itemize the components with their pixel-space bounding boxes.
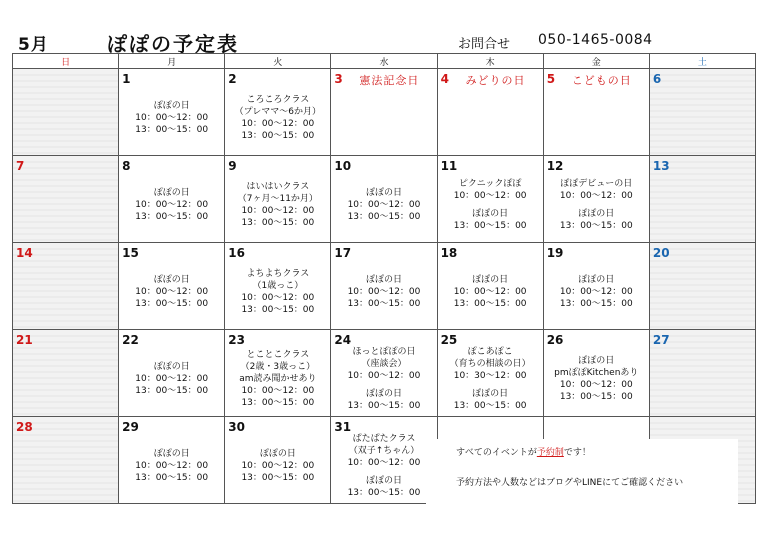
weekday-header-row: [13, 54, 756, 69]
event-line: 10：00～12：00: [241, 461, 315, 471]
day-number: 1: [122, 72, 131, 86]
event-list: [331, 187, 436, 223]
day-number: 31: [334, 420, 352, 434]
day-cell: [649, 156, 755, 243]
notice-line-1: [456, 445, 591, 458]
event-line: 13：00～15：00: [559, 299, 633, 309]
weekday-thu: 木: [437, 54, 543, 69]
event-line: ぽぽの日: [472, 209, 509, 219]
event-list: [119, 100, 224, 136]
event-line: 13：00～15：00: [135, 473, 209, 483]
event-line: 13：00～15：00: [347, 212, 421, 222]
day-cell: [437, 330, 543, 417]
event-line: ぽぽの日: [578, 275, 615, 285]
event-list: [438, 274, 543, 310]
event-list: [225, 448, 330, 484]
event-line: 10：00～12：00: [453, 191, 527, 201]
page-title: ぽぽの予定表: [107, 32, 239, 56]
event-line: 10：00～12：00: [135, 287, 209, 297]
day-number: 17: [334, 246, 352, 260]
day-number: 9: [228, 159, 237, 173]
event-line: ぽぽの日: [153, 362, 190, 372]
day-number: 18: [440, 246, 458, 260]
event-line: 13：00～15：00: [135, 299, 209, 309]
event-list: [225, 268, 330, 316]
event-line: 10：00～12：00: [135, 461, 209, 471]
day-cell: [649, 69, 755, 156]
event-line: 10：00～12：00: [453, 287, 527, 297]
day-number: 29: [122, 420, 139, 434]
day-number: 10: [334, 159, 352, 173]
event-list: [225, 94, 330, 142]
day-cell: [119, 330, 225, 417]
day-number: 28: [16, 420, 33, 434]
event-list: [438, 346, 543, 412]
event-line: 10：00～12：00: [559, 191, 633, 201]
weekday-sun: 日: [13, 54, 119, 69]
day-number: 25: [440, 333, 458, 347]
day-cell: [225, 417, 331, 504]
event-line: 13：00～15：00: [347, 488, 421, 498]
event-list: [331, 433, 436, 499]
event-line: 13：00～15：00: [135, 386, 209, 396]
day-number: 14: [16, 246, 33, 260]
day-number: 26: [546, 333, 564, 347]
event-line: 10：00～12：00: [135, 113, 209, 123]
day-cell: [331, 417, 437, 504]
week-row: [13, 243, 756, 330]
event-line: ぽぽの日: [153, 101, 190, 111]
day-cell: [437, 69, 543, 156]
day-cell: [437, 243, 543, 330]
event-line: ころころクラス: [246, 95, 310, 105]
contact-label: お問合せ: [458, 37, 511, 52]
day-number: 21: [16, 333, 33, 347]
day-cell: [649, 243, 755, 330]
event-line: 10：00～12：00: [347, 287, 421, 297]
event-line: ほっとぽぽの日: [352, 347, 416, 357]
event-list: [438, 178, 543, 232]
day-number: 24: [334, 333, 352, 347]
event-line: ピクニックぽぽ: [458, 179, 522, 189]
event-line: 13：00～15：00: [559, 392, 633, 402]
header: [0, 0, 768, 56]
event-line: ぽぽの日: [153, 449, 190, 459]
event-line: 10：00～12：00: [347, 371, 421, 381]
event-list: [225, 181, 330, 229]
week-row: [13, 156, 756, 243]
event-line: 13：00～15：00: [347, 299, 421, 309]
day-cell: [225, 330, 331, 417]
event-line: （座談会）: [361, 359, 407, 369]
event-list: [119, 274, 224, 310]
event-line: ぱたぱたクラス: [352, 434, 416, 444]
day-number: 16: [228, 246, 245, 260]
day-number: 4: [440, 72, 449, 86]
event-line: ぽぽデビューの日: [560, 179, 633, 189]
day-number: 23: [228, 333, 245, 347]
day-cell: [331, 243, 437, 330]
holiday-label: 憲法記念日: [359, 74, 420, 87]
event-line: 13：00～15：00: [241, 131, 315, 141]
event-list: [119, 187, 224, 223]
day-cell: [119, 69, 225, 156]
event-line: 13：00～15：00: [241, 473, 315, 483]
day-cell: [331, 69, 437, 156]
day-number: 19: [546, 246, 564, 260]
event-list: [119, 448, 224, 484]
event-line: 10：00～12：00: [559, 287, 633, 297]
event-line: （双子↑ちゃん）: [348, 446, 420, 456]
day-cell: [13, 330, 119, 417]
contact-phone: 050-1465-0084: [538, 32, 653, 48]
day-cell: [543, 69, 649, 156]
event-line: 13：00～15：00: [241, 218, 315, 228]
event-line: 10：00～12：00: [559, 380, 633, 390]
notice-prefix: すべてのイベントが: [456, 448, 537, 458]
event-line: ぽぽの日: [365, 275, 402, 285]
event-line: （1歳っこ）: [252, 281, 304, 291]
weekday-mon: 月: [119, 54, 225, 69]
day-number: 6: [652, 72, 662, 86]
day-cell: [543, 330, 649, 417]
event-line: 10：00～12：00: [135, 374, 209, 384]
event-line: 13：00～15：00: [453, 299, 527, 309]
event-line: 10：00～12：00: [135, 200, 209, 210]
month-label: 5月: [18, 35, 49, 55]
event-line: 13：00～15：00: [453, 221, 527, 231]
event-line: ぽぽの日: [472, 275, 509, 285]
event-line: 10：30～12：00: [453, 371, 527, 381]
event-line: 13：00～15：00: [241, 398, 315, 408]
event-line: am読み聞かせあり: [239, 374, 317, 384]
event-line: 10：00～12：00: [347, 200, 421, 210]
event-line: とことこクラス: [246, 350, 310, 360]
day-number: 8: [122, 159, 131, 173]
day-cell: [119, 156, 225, 243]
event-list: [544, 355, 649, 403]
event-line: ぽぽの日: [578, 356, 615, 366]
day-cell: [13, 69, 119, 156]
day-number: 15: [122, 246, 139, 260]
event-line: （2歳・3歳っこ）: [240, 362, 316, 372]
event-list: [331, 274, 436, 310]
holiday-label: みどりの日: [465, 74, 526, 87]
day-number: 3: [334, 72, 343, 86]
day-cell: [225, 156, 331, 243]
event-line: （育ちの相談の日）: [449, 359, 531, 369]
event-line: ぽぽの日: [365, 188, 402, 198]
event-list: [544, 178, 649, 232]
event-line: 13：00～15：00: [347, 401, 421, 411]
day-cell: [13, 417, 119, 504]
event-line: 13：00～15：00: [135, 125, 209, 135]
day-number: 7: [16, 159, 25, 173]
day-number: 30: [228, 420, 245, 434]
event-list: [544, 274, 649, 310]
day-cell: [543, 156, 649, 243]
week-row: [13, 69, 756, 156]
day-cell: [13, 243, 119, 330]
calendar-grid: [12, 53, 756, 504]
week-row: [13, 330, 756, 417]
day-number: 12: [546, 159, 564, 173]
day-cell: [331, 330, 437, 417]
day-cell: [119, 243, 225, 330]
weekday-tue: 火: [225, 54, 331, 69]
event-line: はいはいクラス: [246, 182, 310, 192]
notice-line-2: 予約方法や人数などはブログやLINEにてご確認ください: [456, 478, 684, 488]
day-cell: [649, 330, 755, 417]
event-line: ぽぽの日: [259, 449, 296, 459]
event-line: 10：00～12：00: [241, 206, 315, 216]
day-number: 5: [546, 72, 556, 86]
weekday-fri: 金: [543, 54, 649, 69]
holiday-label: こどもの日: [571, 74, 632, 87]
event-line: ぽぽの日: [578, 209, 615, 219]
event-line: ぽぽの日: [472, 389, 509, 399]
event-line: 13：00～15：00: [453, 401, 527, 411]
day-number: 11: [440, 159, 458, 173]
day-cell: [437, 156, 543, 243]
event-line: 13：00～15：00: [135, 212, 209, 222]
event-list: [225, 349, 330, 409]
event-line: 10：00～12：00: [241, 386, 315, 396]
day-number: 27: [652, 333, 670, 347]
day-cell: [119, 417, 225, 504]
event-line: ぽぽの日: [365, 476, 402, 486]
event-line: 10：00～12：00: [347, 458, 421, 468]
event-line: （プレママ～6か月）: [234, 107, 322, 117]
notice-suffix: です！: [563, 448, 591, 458]
event-line: 13：00～15：00: [241, 305, 315, 315]
day-cell: [543, 243, 649, 330]
event-line: ぽこあぽこ: [467, 347, 513, 357]
day-number: 20: [652, 246, 670, 260]
day-number: 13: [652, 159, 670, 173]
day-number: 2: [228, 72, 237, 86]
day-cell: [331, 156, 437, 243]
weekday-wed: 水: [331, 54, 437, 69]
day-cell: [225, 243, 331, 330]
day-cell: [13, 156, 119, 243]
event-line: ぽぽの日: [153, 188, 190, 198]
event-line: ぽぽの日: [153, 275, 190, 285]
event-line: よちよちクラス: [246, 269, 310, 279]
event-line: ぽぽの日: [365, 389, 402, 399]
event-list: [331, 346, 436, 412]
event-line: 10：00～12：00: [241, 293, 315, 303]
day-number: 22: [122, 333, 139, 347]
event-line: pmぽぽKitchenあり: [554, 368, 639, 378]
event-line: 10：00～12：00: [241, 119, 315, 129]
day-cell: [225, 69, 331, 156]
event-line: 13：00～15：00: [559, 221, 633, 231]
weekday-sat: 土: [649, 54, 755, 69]
reservation-notice: [426, 439, 738, 505]
event-line: （7ヶ月～11か月）: [237, 194, 318, 204]
notice-emphasis: 予約制: [536, 448, 564, 458]
event-list: [119, 361, 224, 397]
